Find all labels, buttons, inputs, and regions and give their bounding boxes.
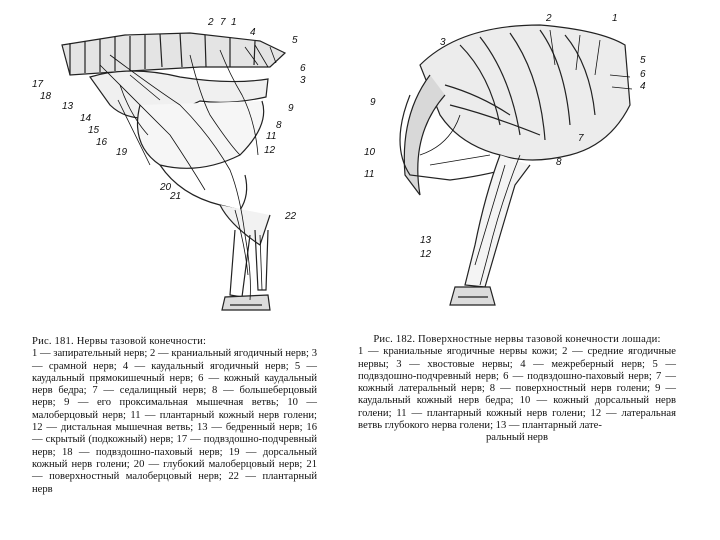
fig181-label: 18: [40, 91, 52, 102]
fig181-label: 21: [170, 191, 182, 202]
fig181-label: 22: [285, 211, 297, 222]
fig181-label: 19: [116, 147, 128, 158]
caption-181-body: 1 — запирательный нерв; 2 — краниальный ягодичный нерв; 3 — срамной нерв; 4 — каудальный ягодичный нерв; 5 — каудальный прямокишечный нерв; 6 — кожный каудальный нерв бедра; 7 — седалищный нерв; 8 — большеберцовый нерв; 9 — его проксимальная мышечная ветвь; 10 — малоберцовый нерв; 11 — плантарный кожный нерв голени; 12 — дистальная мышечная ветвь; 13 — бедренный нерв; 16 — скрытый (подкожный) нерв; 17 — подвздошно-подчревный нерв; 18 — подвздошно-паховый нерв; 19 — дорсальный кожный нерв голени; 20 — глубокий малоберцовый нерв; 21 — поверхностный малоберцовый нерв; 22 — плантарный нерв: [32, 348, 317, 495]
caption-181-title: Рис. 181. Нервы тазовой конечности:: [32, 336, 207, 347]
fig181-label: 1: [231, 17, 237, 28]
fig181-label: 17: [32, 79, 44, 90]
caption-182-tail: ральный нерв: [486, 432, 548, 444]
fig182-label: 11: [364, 169, 375, 180]
fig182-label: 4: [640, 81, 646, 92]
fig181-label: 3: [300, 75, 306, 86]
fig181-label: 11: [266, 131, 277, 142]
fig182-label: 8: [556, 157, 562, 168]
figure-181-illustration: [30, 5, 310, 335]
fig182-label: 1: [612, 13, 618, 24]
caption-figure-181: [32, 336, 317, 496]
fig182-label: 5: [640, 55, 646, 66]
fig181-label: 4: [250, 27, 256, 38]
fig181-label: 14: [80, 113, 92, 124]
fig181-label: 6: [300, 63, 306, 74]
fig182-label: 7: [578, 133, 584, 144]
fig182-label: 2: [546, 13, 552, 24]
fig182-label: 12: [420, 249, 432, 260]
fig182-label: 9: [370, 97, 376, 108]
fig181-label: 16: [96, 137, 108, 148]
fig181-label: 7: [220, 17, 226, 28]
caption-182-title: Рис. 182. Поверхностные нервы тазовой конечности лошади:: [373, 334, 661, 345]
fig181-label: 8: [276, 120, 282, 131]
fig181-label: 15: [88, 125, 100, 136]
caption-figure-182: [358, 334, 676, 445]
fig181-label: 9: [288, 103, 294, 114]
fig181-label: 5: [292, 35, 298, 46]
fig182-label: 3: [440, 37, 446, 48]
fig181-label: 12: [264, 145, 276, 156]
figure-182-illustration: [350, 5, 650, 325]
fig182-label: 10: [364, 147, 376, 158]
fig182-label: 13: [420, 235, 432, 246]
fig181-label: 2: [208, 17, 214, 28]
caption-182-body: 1 — краниальные ягодичные нервы кожи; 2 — средние ягодичные нервы; 3 — хвостовые нервы; 4 — межреберный нерв; 5 — подвздошно-подчревный нерв; 6 — подвздошно-паховый нерв; 7 — кожный латеральный нерв; 8 — поверхностный нерв голени; 9 — каудальный кожный нерв бедра; 10 — кожный дорсальный нерв голени; 11 — плантарный кожный нерв голени; 12 — латеральная ветвь глубокого нерва голени; 13 — плантарный лате-: [358, 346, 676, 432]
fig182-label: 6: [640, 69, 646, 80]
fig181-label: 13: [62, 101, 74, 112]
fig181-label: 20: [160, 182, 172, 193]
